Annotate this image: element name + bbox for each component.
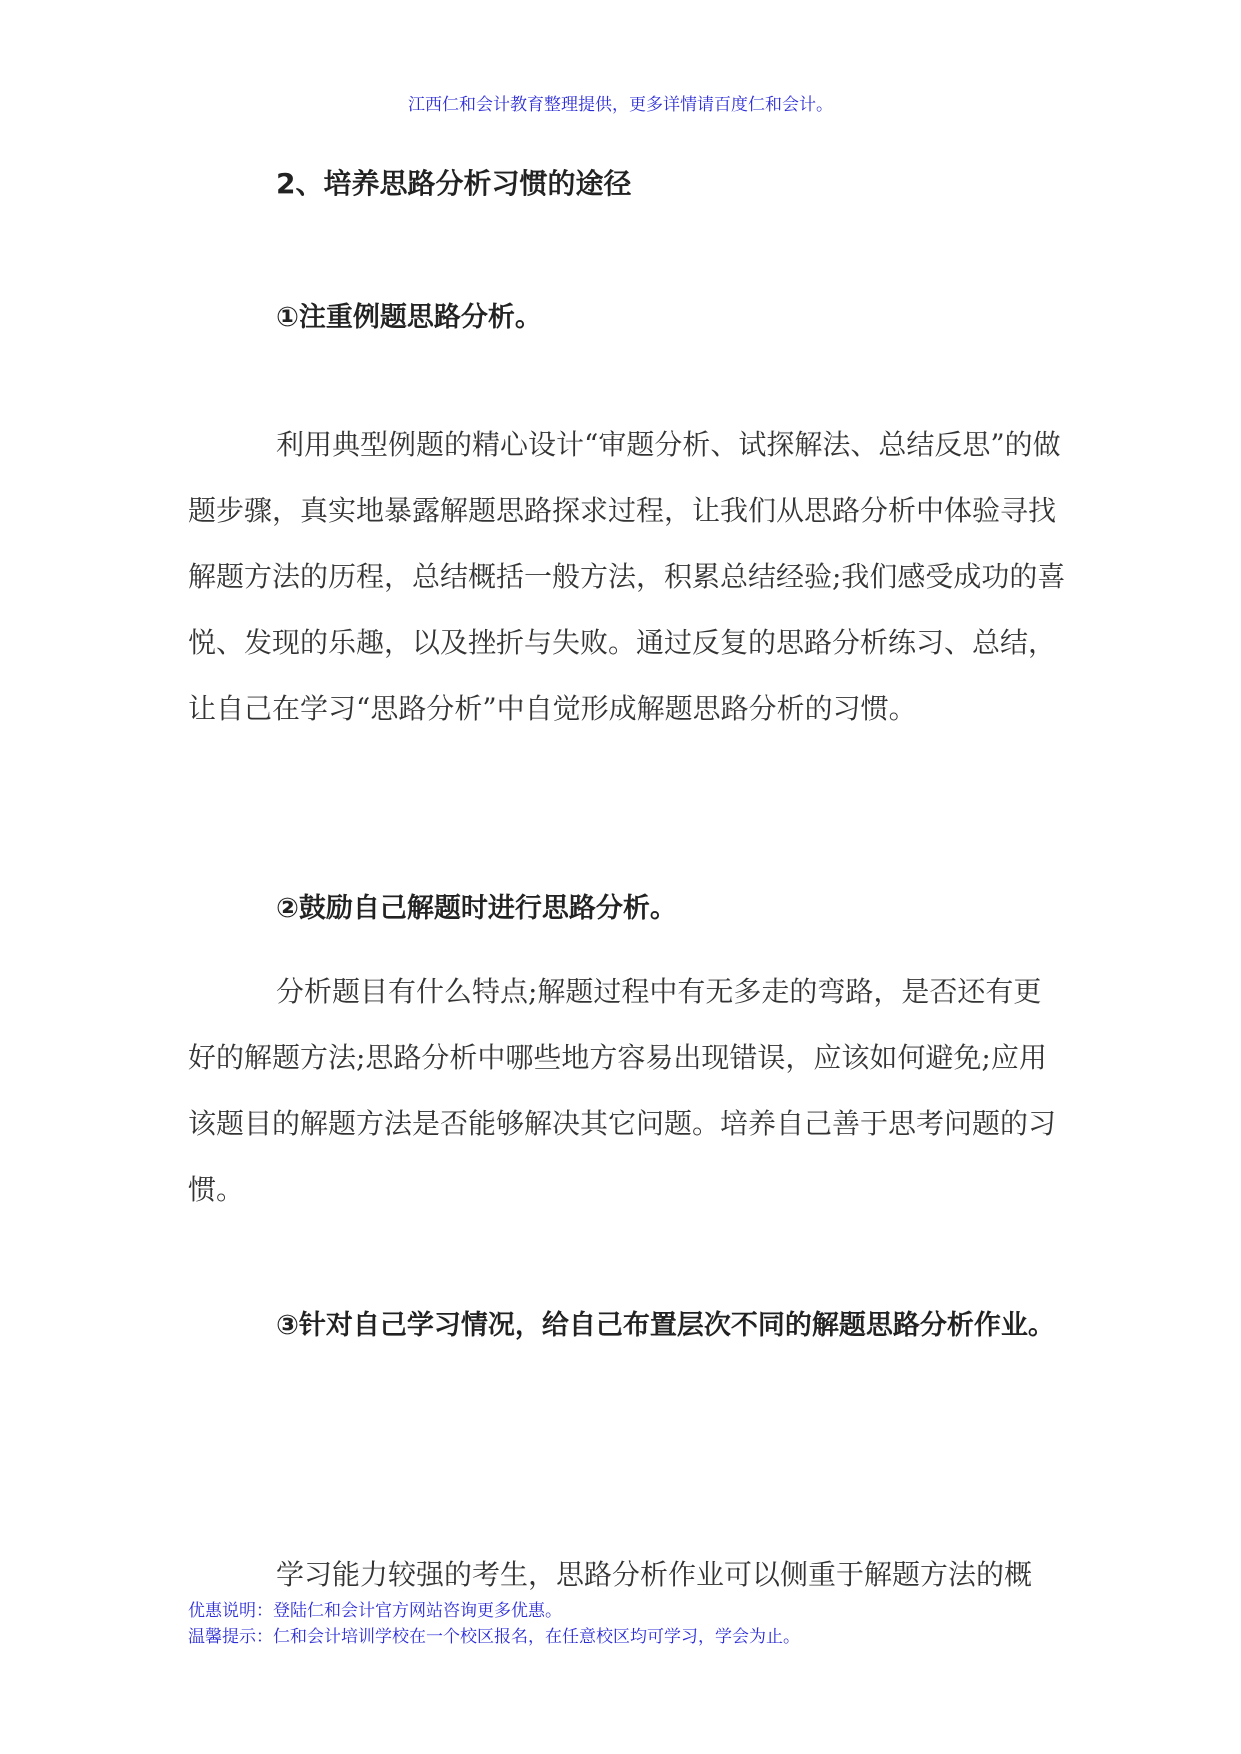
paragraph-2: 分析题目有什么特点;解题过程中有无多走的弯路，是否还有更好的解题方法;思路分析中哪些地方容易出现错误，应该如何避免;应用该题目的解题方法是否能够解决其它问题。培养自己善于思考问题的习惯。: [188, 975, 1057, 1206]
footer-tip-note: 温馨提示：仁和会计培训学校在一个校区报名，在任意校区均可学习，学会为止。: [188, 1627, 800, 1647]
subheading-3: ③针对自己学习情况，给自己布置层次不同的解题思路分析作业。: [276, 1310, 1055, 1341]
subheading-2: ②鼓励自己解题时进行思路分析。: [276, 893, 677, 924]
paragraph-1: 利用典型例题的精心设计“审题分析、试探解法、总结反思”的做题步骤，真实地暴露解题思路探求过程，让我们从思路分析中体验寻找解题方法的历程，总结概括一般方法，积累总结经验;我们感受成功的喜悦、发现的乐趣，以及挫折与失败。通过反复的思路分析练习、总结，让自己在学习“思路分析”中自觉形成解题思路分析的习惯。: [188, 428, 1066, 725]
paragraph-3: 学习能力较强的考生，思路分析作业可以侧重于解题方法的概: [276, 1558, 1033, 1591]
section-title: 2、培养思路分析习惯的途径: [276, 167, 632, 200]
subheading-1: ①注重例题思路分析。: [276, 302, 542, 333]
footer-discount-note: 优惠说明：登陆仁和会计官方网站咨询更多优惠。: [188, 1601, 562, 1621]
page-header-notice: 江西仁和会计教育整理提供，更多详情请百度仁和会计。: [408, 95, 833, 115]
